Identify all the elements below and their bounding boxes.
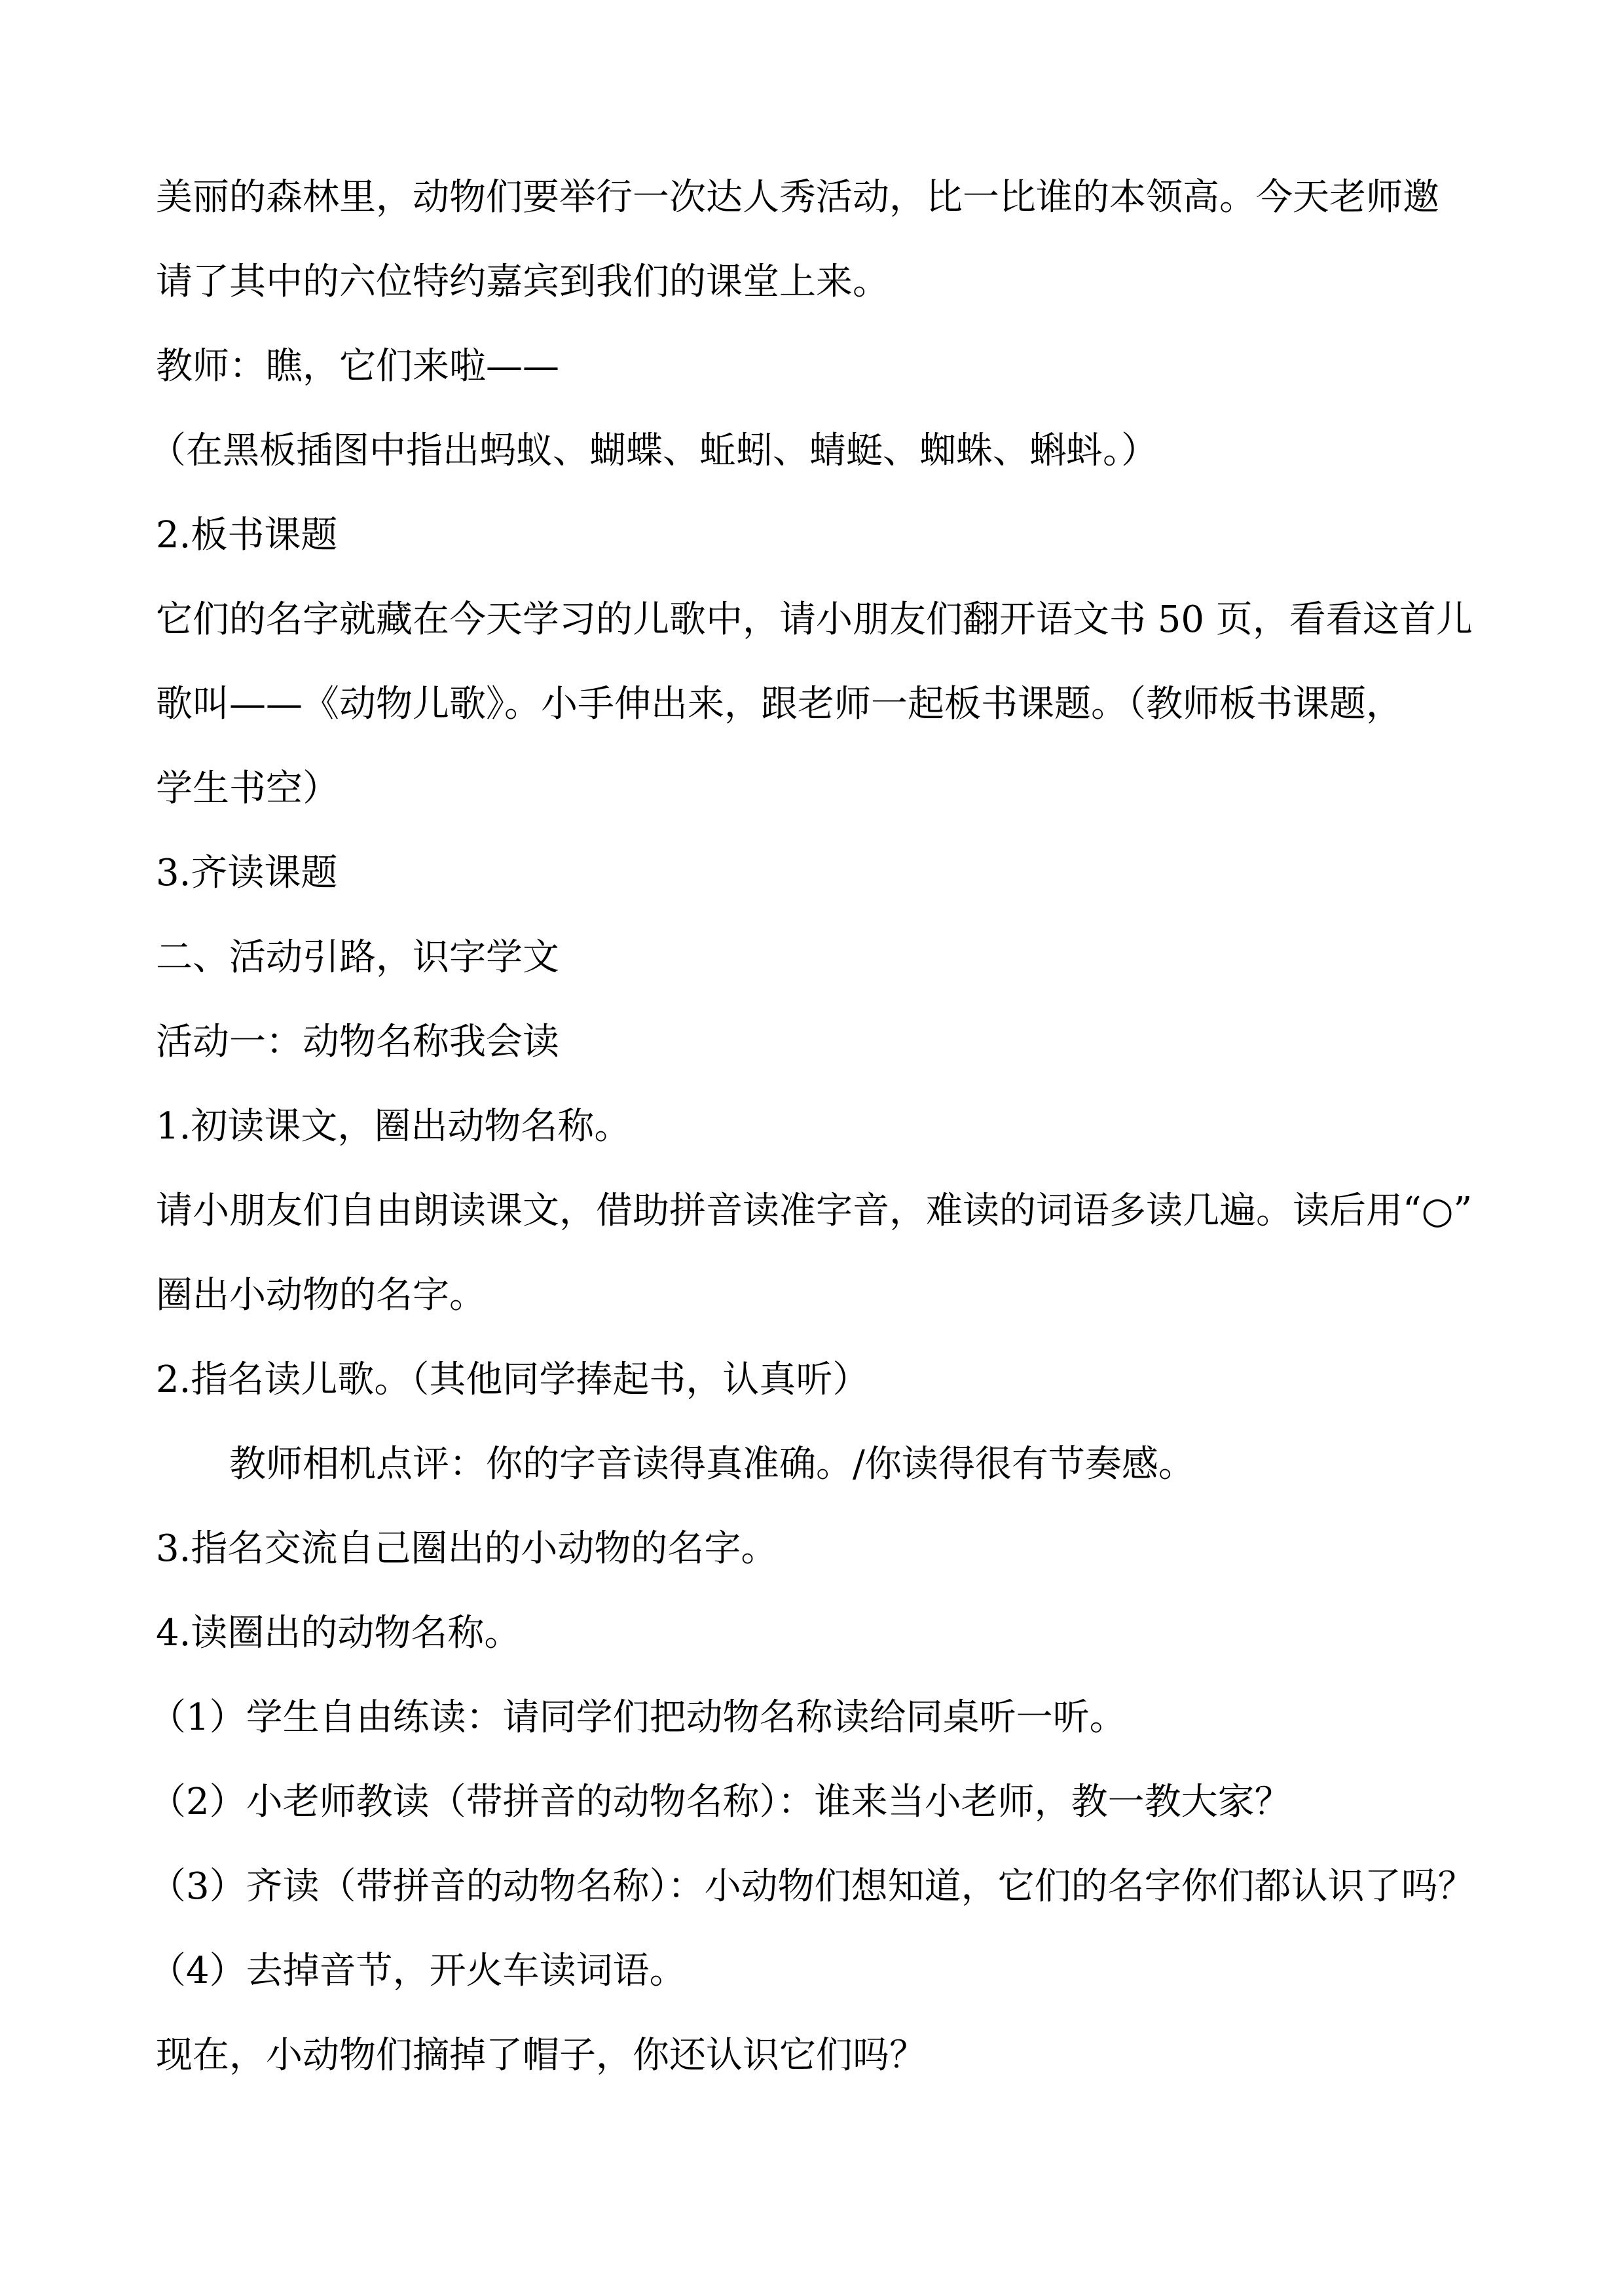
paragraph-line: 2.指名读儿歌。（其他同学捧起书，认真听） [156,1358,870,1401]
list-item: （1）学生自由练读：请同学们把动物名称读给同桌听一听。 [149,1696,1126,1739]
section-heading: 活动一：动物名称我会读 [156,1021,559,1063]
paragraph-line: 它们的名字就藏在今天学习的儿歌中，请小朋友们翻开语文书 50 页，看看这首儿 [156,598,1473,641]
paragraph-line: 1.初读课文，圈出动物名称。 [156,1105,631,1148]
paragraph-line: 现在，小动物们摘掉了帽子，你还认识它们吗？ [156,2034,926,2077]
paragraph-line: 请小朋友们自由朗读课文，借助拼音读准字音，难读的词语多读几遍。读后用“○” [156,1190,1473,1232]
list-item: （3）齐读（带拼音的动物名称）：小动物们想知道，它们的名字你们都认识了吗？ [149,1865,1475,1908]
section-heading: 二、活动引路，识字学文 [156,936,559,979]
paragraph-line: 学生书空） [156,767,339,810]
paragraph-line: 美丽的森林里，动物们要举行一次达人秀活动，比一比谁的本领高。今天老师邀 [156,176,1439,219]
paragraph-line: 教师：瞧，它们来啦—— [156,345,559,388]
paragraph-line: （在黑板插图中指出蚂蚁、蝴蝶、蚯蚓、蜻蜓、蜘蛛、蝌蚪。） [149,429,1158,472]
paragraph-line: 圈出小动物的名字。 [156,1274,486,1317]
paragraph-line: 请了其中的六位特约嘉宾到我们的课堂上来。 [156,261,889,303]
list-item: （4）去掉音节，开火车读词语。 [149,1950,686,1992]
paragraph-line: 4.读圈出的动物名称。 [156,1612,521,1654]
list-item: （2）小老师教读（带拼音的动物名称）：谁来当小老师，教一教大家？ [149,1781,1291,1823]
paragraph-line: 教师相机点评：你的字音读得真准确。/你读得很有节奏感。 [229,1443,1195,1485]
section-heading: 2.板书课题 [156,514,338,556]
paragraph-line: 歌叫——《动物儿歌》。小手伸出来，跟老师一起板书课题。（教师板书课题， [156,683,1403,725]
section-heading: 3.齐读课题 [156,852,338,894]
paragraph-line: 3.指名交流自己圈出的小动物的名字。 [156,1527,778,1570]
